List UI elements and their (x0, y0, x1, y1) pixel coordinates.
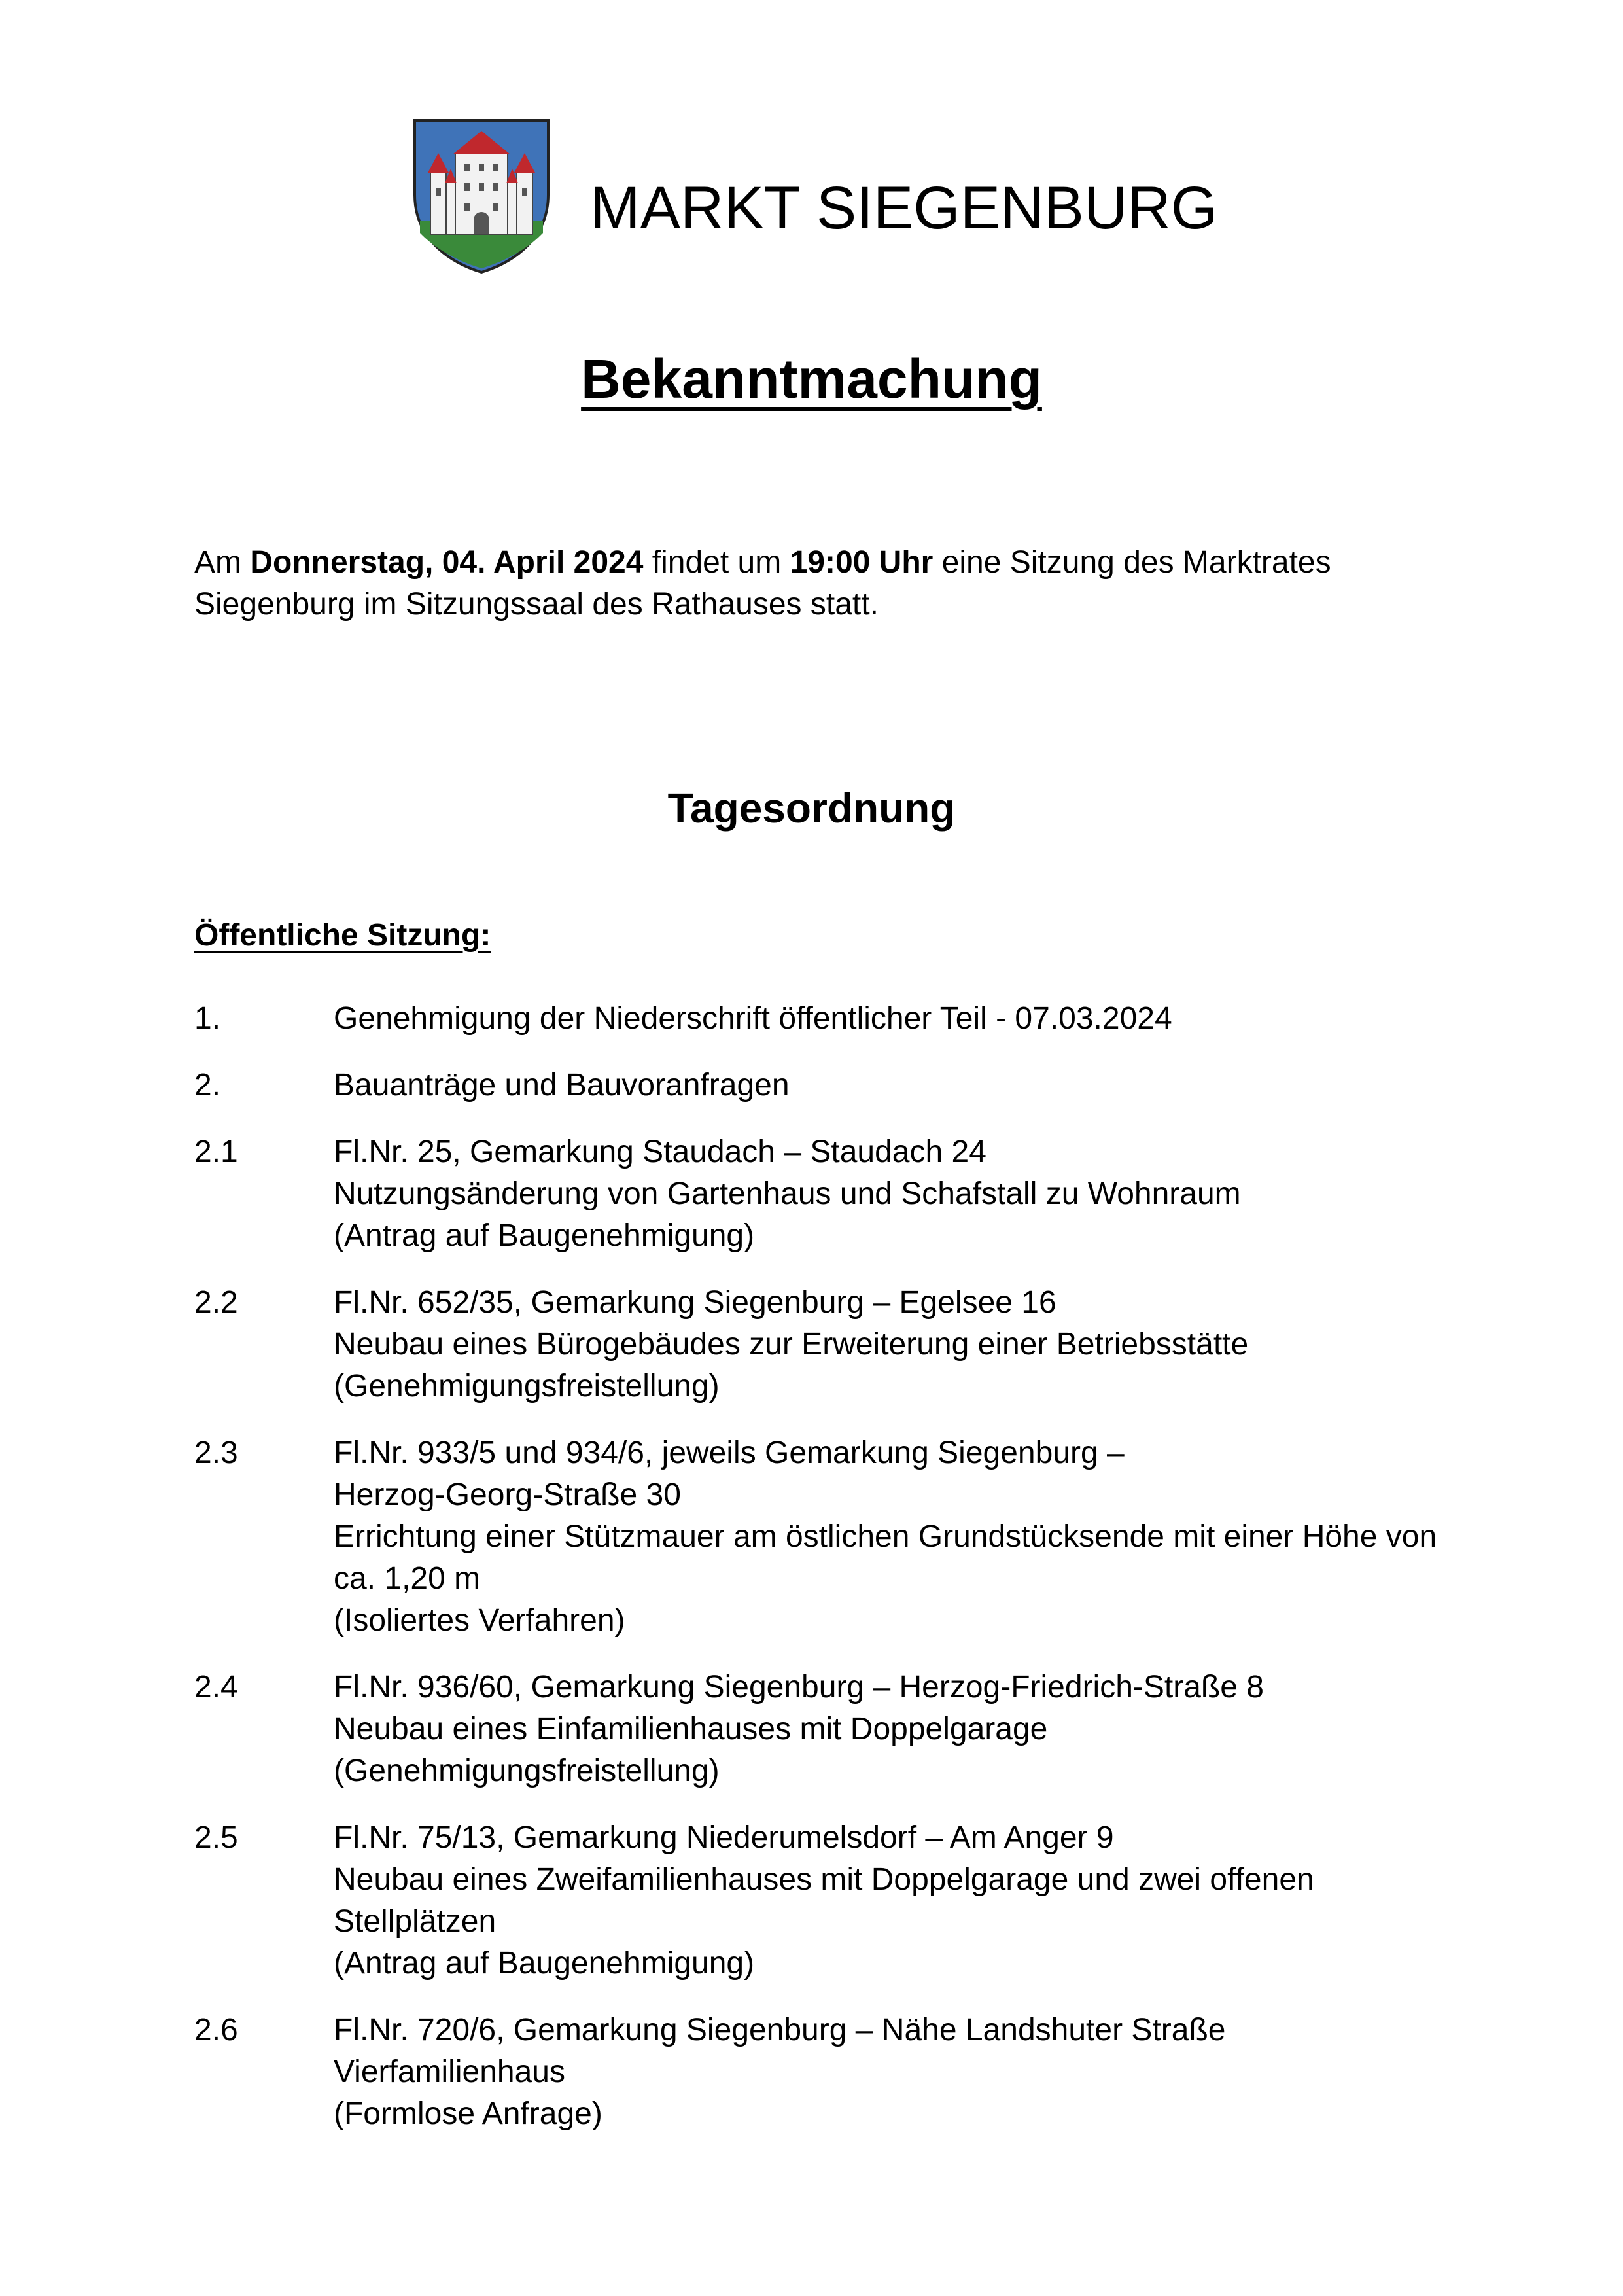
agenda-item (194, 1065, 1476, 1106)
org-name: MARKT SIEGENBURG (590, 175, 1218, 241)
agenda-item (194, 1817, 1476, 1985)
agenda-item-number: 2.3 (194, 1436, 238, 1470)
agenda-item-line: Herzog-Georg-Straße 30 (334, 1477, 681, 1512)
document-title: Bekanntmachung (581, 348, 1042, 410)
agenda-item (194, 1432, 1476, 1642)
meeting-time: 19:00 Uhr (790, 545, 934, 580)
agenda-item-body (334, 1667, 1476, 1792)
agenda-item (194, 1667, 1476, 1792)
agenda-item-line: (Isoliertes Verfahren) (334, 1603, 625, 1638)
agenda-item-line: Fl.Nr. 75/13, Gemarkung Niederumelsdorf – Am Anger 9 (334, 1820, 1114, 1855)
intro-text: eine Sitzung des Marktrates Siegenburg im Sitzungssaal des Rathauses statt. (194, 545, 1331, 622)
agenda-list (194, 998, 1476, 2160)
agenda-item-line: Genehmigung der Niederschrift öffentlicher Teil - 07.03.2024 (334, 1001, 1172, 1036)
agenda-item (194, 1131, 1476, 1257)
agenda-item (194, 998, 1476, 1040)
agenda-item-line: (Antrag auf Baugenehmigung) (334, 1946, 755, 1981)
agenda-item-body (334, 1817, 1476, 1985)
intro-text: Am (194, 545, 251, 580)
agenda-item-line: Nutzungsänderung von Gartenhaus und Schafstall zu Wohnraum (334, 1176, 1241, 1211)
agenda-item-number: 2.6 (194, 2013, 238, 2047)
intro-paragraph (194, 542, 1476, 626)
agenda-item-number: 2.1 (194, 1135, 238, 1169)
agenda-item-body (334, 998, 1476, 1040)
agenda-item-number: 2.4 (194, 1670, 238, 1704)
agenda-item-line: (Genehmigungsfreistellung) (334, 1754, 720, 1788)
agenda-item-number: 1. (194, 1001, 221, 1036)
agenda-item-line: (Antrag auf Baugenehmigung) (334, 1218, 755, 1253)
meeting-date: Donnerstag, 04. April 2024 (250, 545, 644, 580)
agenda-item-body (334, 2009, 1476, 2135)
agenda-item-line: Fl.Nr. 933/5 und 934/6, jeweils Gemarkung Siegenburg – (334, 1436, 1125, 1470)
agenda-item-line: Neubau eines Bürogebäudes zur Erweiterung einer Betriebsstätte (334, 1327, 1249, 1362)
agenda-item-line: Fl.Nr. 936/60, Gemarkung Siegenburg – Herzog-Friedrich-Straße 8 (334, 1670, 1264, 1704)
agenda-item-number: 2.2 (194, 1285, 238, 1320)
agenda-item-body (334, 1282, 1476, 1407)
coat-of-arms-icon (411, 116, 552, 275)
agenda-item-line: Errichtung einer Stützmauer am östlichen Grundstücksende mit einer Höhe von ca. 1,20 m (334, 1519, 1437, 1596)
agenda-item-number: 2.5 (194, 1820, 238, 1855)
intro-text: findet um (643, 545, 790, 580)
agenda-item (194, 2009, 1476, 2135)
agenda-item-line: Neubau eines Zweifamilienhauses mit Doppelgarage und zwei offenen Stellplätzen (334, 1862, 1314, 1939)
section-heading: Öffentliche Sitzung: (194, 918, 491, 953)
agenda-item-body (334, 1432, 1476, 1642)
agenda-item-line: Fl.Nr. 25, Gemarkung Staudach – Staudach 24 (334, 1135, 986, 1169)
agenda-item-line: (Formlose Anfrage) (334, 2096, 602, 2131)
agenda-item (194, 1282, 1476, 1407)
agenda-item-line: Fl.Nr. 652/35, Gemarkung Siegenburg – Egelsee 16 (334, 1285, 1056, 1320)
agenda-item-line: (Genehmigungsfreistellung) (334, 1369, 720, 1404)
agenda-item-line: Neubau eines Einfamilienhauses mit Doppelgarage (334, 1712, 1048, 1746)
agenda-item-number: 2. (194, 1068, 221, 1103)
agenda-item-line: Fl.Nr. 720/6, Gemarkung Siegenburg – Nähe Landshuter Straße (334, 2013, 1226, 2047)
agenda-title: Tagesordnung (667, 785, 956, 832)
agenda-item-line: Vierfamilienhaus (334, 2055, 565, 2089)
agenda-item-line: Bauanträge und Bauvoranfragen (334, 1068, 790, 1103)
agenda-item-body (334, 1065, 1476, 1106)
agenda-item-body (334, 1131, 1476, 1257)
